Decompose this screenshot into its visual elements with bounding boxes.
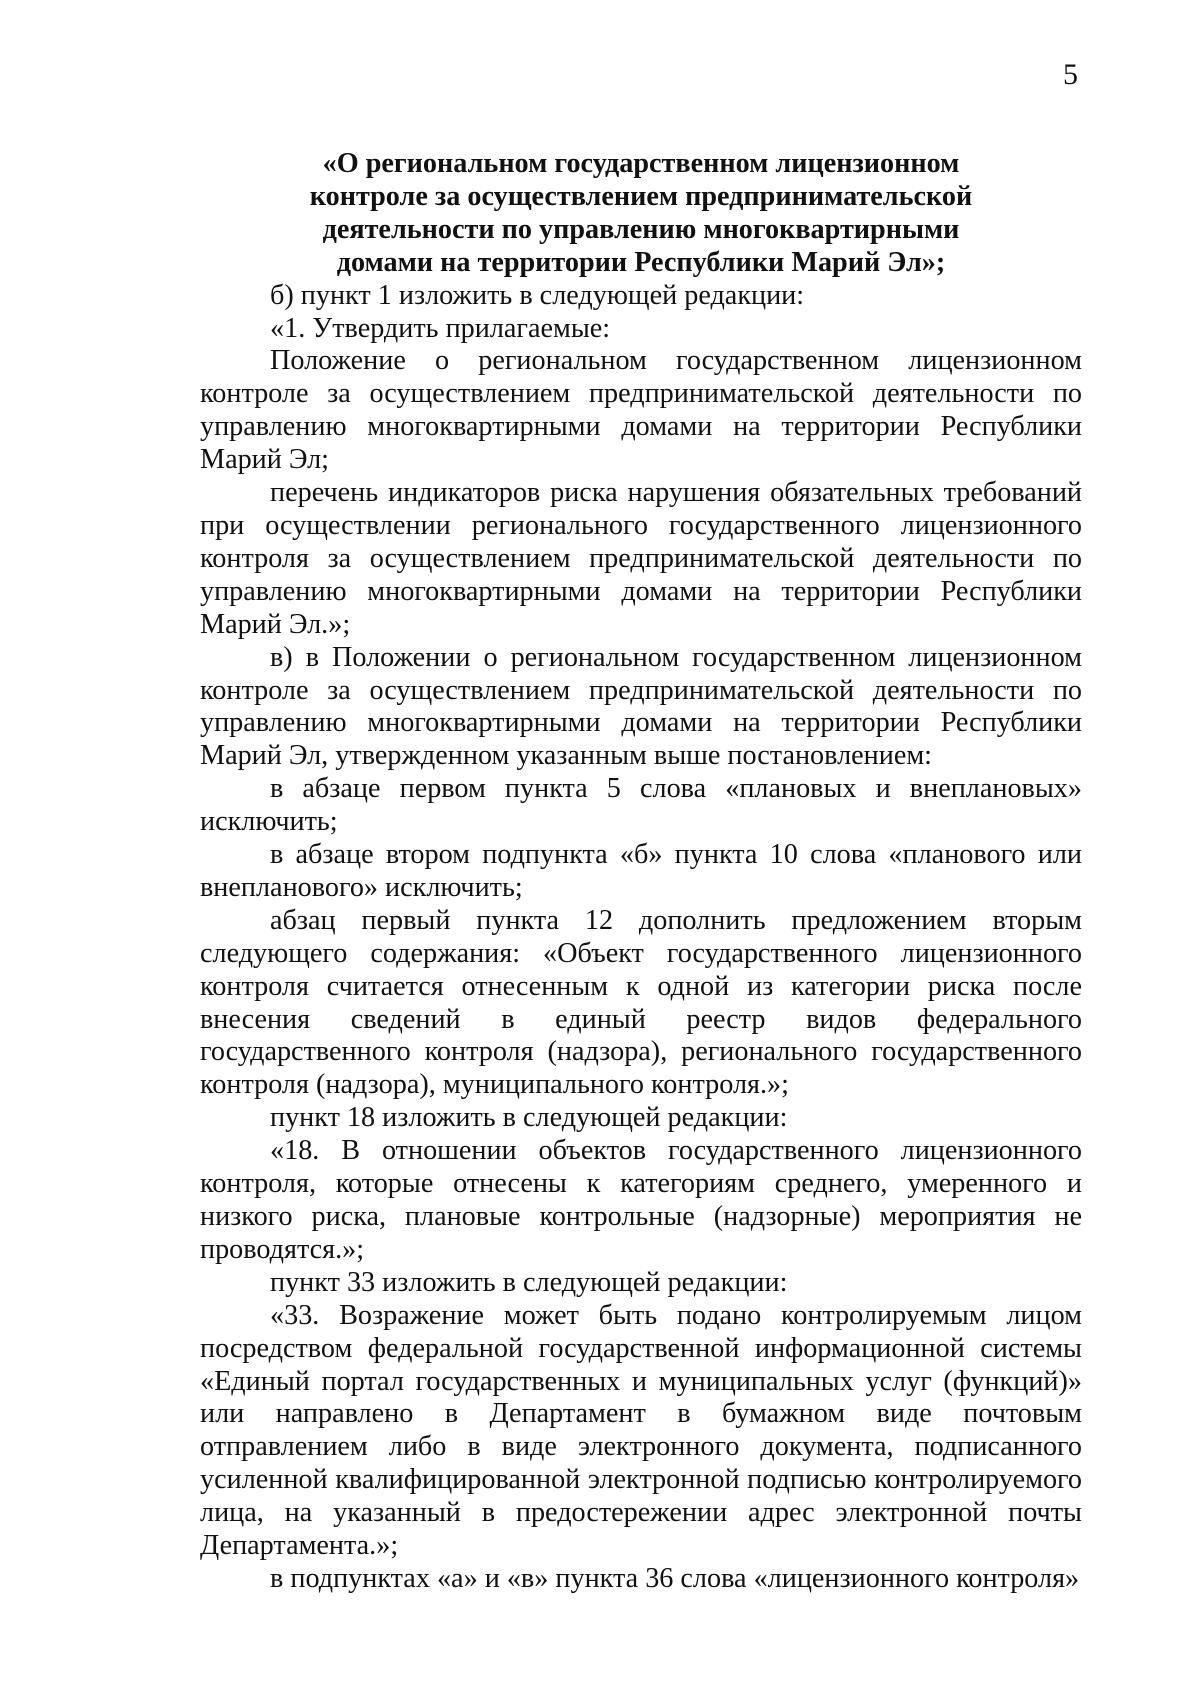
paragraph: «33. Возражение может быть подано контролируемым лицом посредством федеральной государственной информационной системы «Единый портал государственных и муниципальных услуг (функций)» или направлено в Департамент в бумажном виде почтовым отправлением либо в виде электронного документа, подписанного усиленной квалифицированной электронной подписью контролируемого лица, на указанный в предостережении адрес электронной почты Департамента.»; <box>200 1299 1082 1562</box>
title-line: контроле за осуществлением предпринимательской <box>309 180 973 212</box>
paragraph: б) пункт 1 изложить в следующей редакции: <box>270 279 805 311</box>
page-number: 5 <box>1063 58 1078 91</box>
paragraph: пункт 33 изложить в следующей редакции: <box>270 1266 788 1298</box>
paragraph: Положение о региональном государственном лицензионном контроле за осуществлением предпринимательской деятельности по управлению многоквартирными домами на территории Республики Марий Эл; <box>200 345 1082 476</box>
paragraph: в подпунктах «а» и «в» пункта 36 слова «лицензионного контроля» <box>270 1562 1080 1594</box>
title-line: домами на территории Республики Марий Эл»; <box>336 246 946 278</box>
paragraph: «18. В отношении объектов государственного лицензионного контроля, которые отнесены к категориям среднего, умеренного и низкого риска, плановые контрольные (надзорные) мероприятия не проводятся.»; <box>200 1135 1082 1265</box>
paragraph: абзац первый пункта 12 дополнить предложением вторым следующего содержания: «Объект государственного лицензионного контроля считается отнесенным к одной из категории риска после внесения сведений в единый реестр видов федерального государственного контроля (надзора), регионального государственного контроля (надзора), муниципального контроля.»; <box>200 904 1082 1101</box>
paragraph: пункт 18 изложить в следующей редакции: <box>270 1102 788 1134</box>
paragraph: в абзаце втором подпункта «б» пункта 10 слова «планового или внепланового» исключить; <box>200 839 1082 903</box>
title-line: «О региональном государственном лицензионном <box>322 148 960 179</box>
document-body <box>200 148 1082 1596</box>
title-line: деятельности по управлению многоквартирными <box>322 213 960 245</box>
paragraph: в абзаце первом пункта 5 слова «плановых и внеплановых» исключить; <box>200 773 1082 838</box>
document-title <box>200 148 1082 280</box>
paragraph: «1. Утвердить прилагаемые: <box>270 312 611 344</box>
paragraph: в) в Положении о региональном государственном лицензионном контроле за осуществлением предпринимательской деятельности по управлению многоквартирными домами на территории Республики Марий Эл, утвержденном указанным выше постановлением: <box>200 641 1082 772</box>
paragraph: перечень индикаторов риска нарушения обязательных требований при осуществлении регионального государственного лицензионного контроля за осуществлением предпринимательской деятельности по управлению многоквартирными домами на территории Республики Марий Эл.»; <box>200 477 1082 640</box>
